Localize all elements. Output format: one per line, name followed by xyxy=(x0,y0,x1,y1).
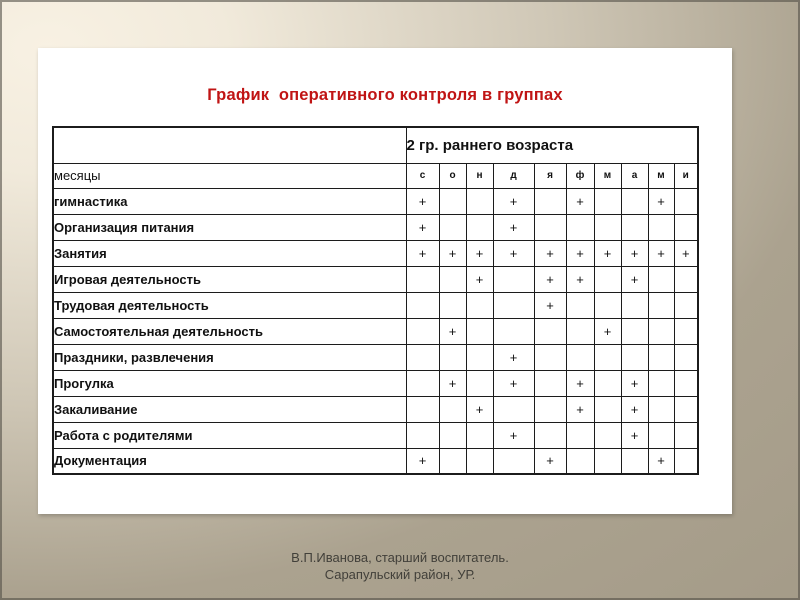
row-label-cell: Занятия xyxy=(53,240,406,266)
mark-cell-10 xyxy=(674,292,698,318)
month-cell-10: и xyxy=(674,163,698,188)
table-row xyxy=(53,448,698,474)
mark-cell-1 xyxy=(406,292,439,318)
mark-cell-10 xyxy=(674,188,698,214)
month-cell-8: а xyxy=(621,163,648,188)
mark-cell-1 xyxy=(406,396,439,422)
row-label-cell: Праздники, развлечения xyxy=(53,344,406,370)
mark-cell-1: + xyxy=(406,240,439,266)
group-header-row xyxy=(53,127,698,163)
mark-cell-3: + xyxy=(466,396,493,422)
mark-cell-4: + xyxy=(493,344,534,370)
row-label-cell: Организация питания xyxy=(53,214,406,240)
mark-cell-7 xyxy=(594,396,621,422)
mark-cell-7: + xyxy=(594,240,621,266)
mark-cell-3 xyxy=(466,188,493,214)
mark-cell-2 xyxy=(439,188,466,214)
mark-cell-6: + xyxy=(566,266,594,292)
mark-cell-3 xyxy=(466,344,493,370)
row-label-cell: Трудовая деятельность xyxy=(53,292,406,318)
mark-cell-5 xyxy=(534,344,566,370)
mark-cell-7 xyxy=(594,422,621,448)
footer-author-line: В.П.Иванова, старший воспитатель. xyxy=(291,550,509,565)
mark-cell-4 xyxy=(493,266,534,292)
mark-cell-3 xyxy=(466,370,493,396)
mark-cell-1: + xyxy=(406,188,439,214)
mark-cell-4: + xyxy=(493,422,534,448)
mark-cell-10 xyxy=(674,448,698,474)
mark-cell-5: + xyxy=(534,266,566,292)
mark-cell-2: + xyxy=(439,370,466,396)
mark-cell-6: + xyxy=(566,370,594,396)
mark-cell-6 xyxy=(566,448,594,474)
row-label-cell: Закаливание xyxy=(53,396,406,422)
mark-cell-1: + xyxy=(406,448,439,474)
mark-cell-8 xyxy=(621,448,648,474)
mark-cell-4: + xyxy=(493,188,534,214)
row-label-cell: Работа с родителями xyxy=(53,422,406,448)
table-row xyxy=(53,370,698,396)
mark-cell-6: + xyxy=(566,396,594,422)
table-row xyxy=(53,396,698,422)
mark-cell-6 xyxy=(566,318,594,344)
mark-cell-1 xyxy=(406,370,439,396)
mark-cell-6 xyxy=(566,214,594,240)
mark-cell-8 xyxy=(621,188,648,214)
month-cell-1: с xyxy=(406,163,439,188)
mark-cell-2 xyxy=(439,344,466,370)
mark-cell-10 xyxy=(674,214,698,240)
month-cell-2: о xyxy=(439,163,466,188)
mark-cell-6 xyxy=(566,422,594,448)
mark-cell-4 xyxy=(493,292,534,318)
mark-cell-2: + xyxy=(439,318,466,344)
mark-cell-1 xyxy=(406,266,439,292)
mark-cell-7 xyxy=(594,370,621,396)
mark-cell-4: + xyxy=(493,370,534,396)
mark-cell-7 xyxy=(594,214,621,240)
row-label-cell: Документация xyxy=(53,448,406,474)
table-row xyxy=(53,240,698,266)
mark-cell-6 xyxy=(566,292,594,318)
schedule-table xyxy=(52,126,699,475)
mark-cell-5: + xyxy=(534,240,566,266)
table-row xyxy=(53,266,698,292)
mark-cell-5 xyxy=(534,214,566,240)
mark-cell-9: + xyxy=(648,240,674,266)
mark-cell-6 xyxy=(566,344,594,370)
months-label-cell: месяцы xyxy=(53,163,406,188)
mark-cell-10 xyxy=(674,422,698,448)
mark-cell-5: + xyxy=(534,292,566,318)
mark-cell-9: + xyxy=(648,448,674,474)
mark-cell-8 xyxy=(621,318,648,344)
mark-cell-8: + xyxy=(621,396,648,422)
mark-cell-10 xyxy=(674,266,698,292)
months-row xyxy=(53,163,698,188)
mark-cell-6: + xyxy=(566,240,594,266)
mark-cell-5 xyxy=(534,188,566,214)
mark-cell-7 xyxy=(594,448,621,474)
mark-cell-4 xyxy=(493,448,534,474)
mark-cell-8 xyxy=(621,214,648,240)
row-label-cell: Прогулка xyxy=(53,370,406,396)
mark-cell-2 xyxy=(439,448,466,474)
mark-cell-8: + xyxy=(621,240,648,266)
mark-cell-2 xyxy=(439,422,466,448)
mark-cell-3 xyxy=(466,318,493,344)
mark-cell-10 xyxy=(674,318,698,344)
mark-cell-5 xyxy=(534,422,566,448)
mark-cell-9 xyxy=(648,396,674,422)
mark-cell-10 xyxy=(674,370,698,396)
table-row xyxy=(53,214,698,240)
mark-cell-4: + xyxy=(493,214,534,240)
mark-cell-2 xyxy=(439,396,466,422)
footer-location-line: Сарапульский район, УР. xyxy=(324,567,476,582)
mark-cell-1: + xyxy=(406,214,439,240)
month-cell-4: д xyxy=(493,163,534,188)
mark-cell-10 xyxy=(674,344,698,370)
month-cell-3: н xyxy=(466,163,493,188)
mark-cell-7: + xyxy=(594,318,621,344)
mark-cell-7 xyxy=(594,292,621,318)
mark-cell-8: + xyxy=(621,422,648,448)
mark-cell-5 xyxy=(534,318,566,344)
table-row xyxy=(53,344,698,370)
mark-cell-2 xyxy=(439,266,466,292)
mark-cell-9 xyxy=(648,344,674,370)
mark-cell-3 xyxy=(466,214,493,240)
table-row xyxy=(53,422,698,448)
mark-cell-3 xyxy=(466,448,493,474)
mark-cell-9 xyxy=(648,422,674,448)
mark-cell-4 xyxy=(493,318,534,344)
mark-cell-10: + xyxy=(674,240,698,266)
mark-cell-8 xyxy=(621,344,648,370)
mark-cell-8: + xyxy=(621,370,648,396)
corner-cell xyxy=(53,127,406,163)
mark-cell-2: + xyxy=(439,240,466,266)
mark-cell-5 xyxy=(534,396,566,422)
mark-cell-3 xyxy=(466,292,493,318)
mark-cell-5 xyxy=(534,370,566,396)
mark-cell-4 xyxy=(493,396,534,422)
mark-cell-8 xyxy=(621,292,648,318)
row-label-cell: гимнастика xyxy=(53,188,406,214)
mark-cell-1 xyxy=(406,318,439,344)
mark-cell-7 xyxy=(594,188,621,214)
table-row xyxy=(53,292,698,318)
mark-cell-5: + xyxy=(534,448,566,474)
mark-cell-3 xyxy=(466,422,493,448)
table-row xyxy=(53,318,698,344)
mark-cell-3: + xyxy=(466,240,493,266)
mark-cell-9: + xyxy=(648,188,674,214)
mark-cell-3: + xyxy=(466,266,493,292)
mark-cell-6: + xyxy=(566,188,594,214)
month-cell-9: м xyxy=(648,163,674,188)
mark-cell-4: + xyxy=(493,240,534,266)
month-cell-6: ф xyxy=(566,163,594,188)
month-cell-5: я xyxy=(534,163,566,188)
mark-cell-2 xyxy=(439,214,466,240)
group-header-cell: 2 гр. раннего возраста xyxy=(406,127,698,163)
mark-cell-7 xyxy=(594,344,621,370)
mark-cell-2 xyxy=(439,292,466,318)
row-label-cell: Игровая деятельность xyxy=(53,266,406,292)
row-label-cell: Самостоятельная деятельность xyxy=(53,318,406,344)
table-row xyxy=(53,188,698,214)
mark-cell-10 xyxy=(674,396,698,422)
slide-title: График оперативного контроля в группах xyxy=(207,86,563,104)
mark-cell-9 xyxy=(648,318,674,344)
mark-cell-9 xyxy=(648,370,674,396)
mark-cell-8: + xyxy=(621,266,648,292)
content-panel xyxy=(38,48,732,514)
mark-cell-9 xyxy=(648,214,674,240)
mark-cell-9 xyxy=(648,266,674,292)
month-cell-7: м xyxy=(594,163,621,188)
mark-cell-1 xyxy=(406,344,439,370)
mark-cell-1 xyxy=(406,422,439,448)
mark-cell-9 xyxy=(648,292,674,318)
slide-footer xyxy=(0,549,800,583)
mark-cell-7 xyxy=(594,266,621,292)
